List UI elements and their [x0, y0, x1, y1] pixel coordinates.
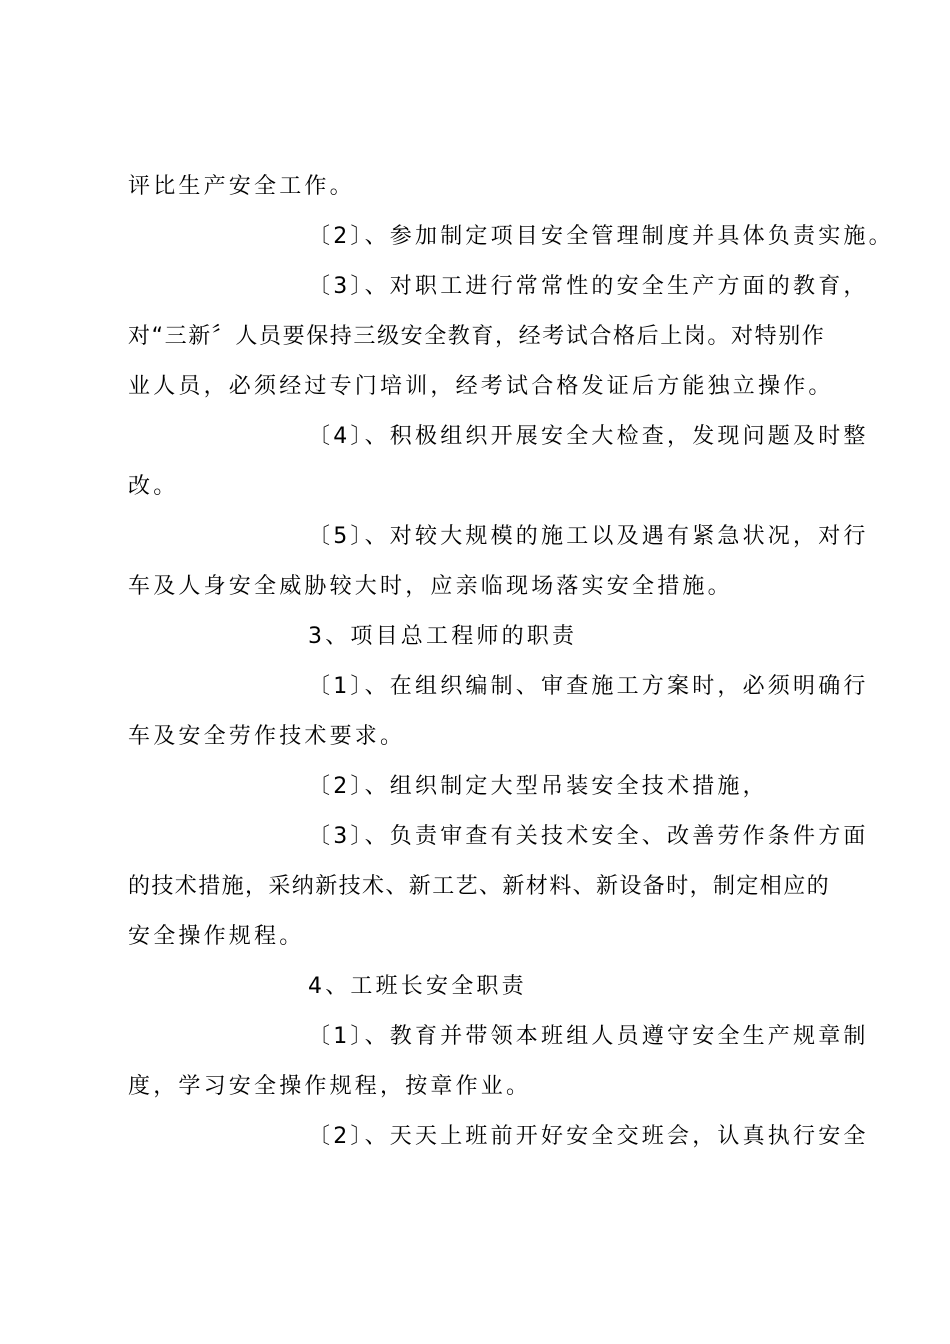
text-line: 〔3〕、对职工进行常常性的安全生产方面的教育，	[308, 274, 869, 299]
text-line: 安全操作规程。	[128, 924, 305, 949]
text-line: 〔1〕、教育并带领本班组人员遵守安全生产规章制	[308, 1024, 869, 1049]
text-line: 车及安全劳作技术要求。	[128, 724, 406, 749]
text-line: 〔4〕、积极组织开展安全大检查，发现问题及时整	[308, 424, 869, 449]
text-line: 的技术措施，采纳新技术、新工艺、新材料、新设备时，制定相应的	[128, 874, 831, 899]
text-line: 对“三新〞人员要保持三级安全教育，经考试合格后上岗。对特别作	[128, 324, 826, 349]
text-line: 〔3〕、负责审查有关技术安全、改善劳作条件方面	[308, 824, 869, 849]
text-line: 〔1〕、在组织编制、审查施工方案时，必须明确行	[308, 674, 869, 699]
text-line: 度，学习安全操作规程，按章作业。	[128, 1074, 532, 1099]
text-line: 业人员，必须经过专门培训，经考试合格发证后方能独立操作。	[128, 374, 834, 399]
section-heading: 3、项目总工程师的职责	[308, 624, 578, 649]
text-line: 〔2〕、天天上班前开好安全交班会，认真执行安全	[308, 1124, 869, 1149]
section-heading: 4、工班长安全职责	[308, 974, 527, 999]
text-line: 改。	[128, 474, 179, 499]
text-line: 〔2〕、组织制定大型吊装安全技术措施，	[308, 774, 768, 799]
text-line: 评比生产安全工作。	[128, 174, 355, 199]
text-line: 〔5〕、对较大规模的施工以及遇有紧急状况，对行	[308, 524, 869, 549]
text-line: 车及人身安全威胁较大时，应亲临现场落实安全措施。	[128, 574, 733, 599]
text-line: 〔2〕、参加制定项目安全管理制度并具体负责实施。	[308, 224, 894, 249]
